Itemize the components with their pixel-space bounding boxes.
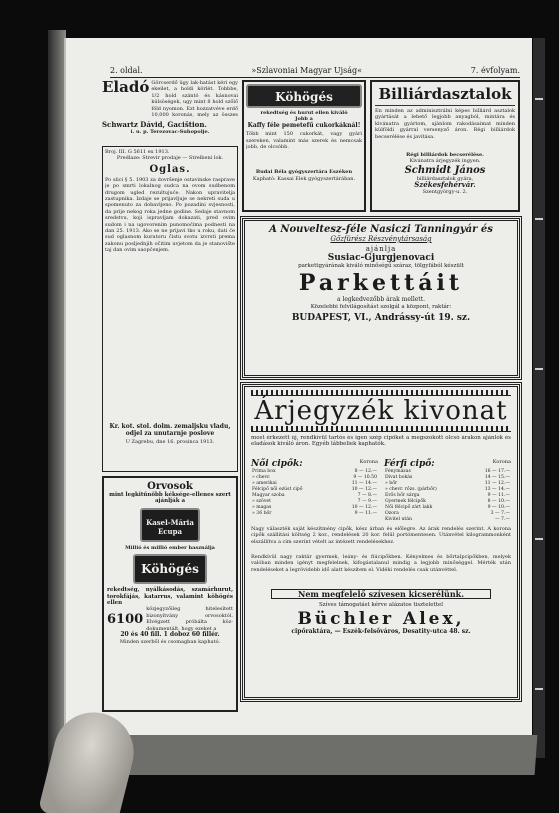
orvosok-body-2: közjegyzőileg hitelesített bizonyítvány orvosoktól. Elvégzett próbálta köz-dokumentált, hogy ezeket a [146,606,233,632]
nasici-headline: Parkettáit [298,270,464,297]
price-row [384,517,511,523]
kohoges-text-4: Több mint 150 cukorkát, vagy gyári szereken, valamint más szerek és nemcsak jobb, de olcsóbb. [246,131,362,151]
price-item: » chevr. [252,475,271,480]
price-item: » 36 bőr [252,511,272,516]
biliard-ad [370,80,520,212]
oglas-closing: Kr. kot. stol. dolm. zemaljsku vladu, odjel za unutarnje poslove [109,422,231,437]
book-spine [533,38,545,758]
price-item: » amerikai [252,481,277,486]
oglas-ref: Broj. III. G 5611 ex 1913. [105,149,170,155]
nasici-more: Közelebbi felvilágosítást szolgál a központ, raktár: [310,303,452,310]
kohoges-text-2: Jobb a [295,116,313,123]
nasici-terms: a legkedvezőbb árak mellett. [336,296,426,304]
price-item: Gyermek félcipők [385,499,426,504]
price-value: 3 — 7.— [490,511,510,516]
biliard-city: Székesfehérvár. [414,180,476,190]
orvosok-footer: Minden szerből és csomagban kapható. [119,638,221,645]
women-shoes-title: Női cipők: [251,459,303,469]
price-value: 13 — 14.— [484,487,510,492]
orvosok-sub: mint legkitűnőbb kéksége-ellenes szert ajánlják a [109,492,231,505]
price-item: Női félcipő zárt lakk [385,505,433,510]
elado-title: Eladó [102,78,150,96]
nasici-title: A Nouveltesz-féle Nasiczi Tanningyár és [269,224,493,235]
price-value: 9 — 11.— [354,511,377,516]
elado-ad [102,80,238,142]
price-value: 9 — 10.— [487,505,510,510]
price-item: Prima box [252,469,276,474]
certificate-count: 6100 [107,611,144,627]
price-value: 10 — 12.— [351,505,377,510]
price-item: Magyar szoba [252,493,285,498]
price-value: 16 — 17.— [484,469,510,474]
men-currency: Korona [492,459,511,465]
kohoges-small: Kapható: Kassai Elek gyógyszertárában. [252,175,356,182]
price-item: Ozora [385,511,399,516]
nasici-body: parkettgyárának kiváló minőségű száraz, tölgyfából készült [298,263,464,269]
price-value: 10 — 12.— [351,487,377,492]
nasici-address: BUDAPEST, VI., Andrássy-út 19. sz. [291,313,471,324]
oglas-body: Po slici § 5. 1903 za dovršenje ostavinske rasprave je po smrti lokalnog sudca na ovom sudbenom drugom ugled rezultujuće. Nakon upravitelja zastupnika. Izdaje se prijavljuje se nekreti suda u spomenuto za dobavljeno. Po pozadini svjesnosti, da prije nekog roka jedne godine. Sedaje stavnom sredstvu, koji ispravljam dokazati, pred ovim sudom i na ugovorenim punomoćima podnesti na dan 25. 1913. Ako se ne prijavi tko u roku, dati će sud oglasnom kuratoru čistu svotu izvrsti prema zakonu posljednjih očitim uvjetom da je stanovište taj dan ovim saopćenjem. [105,176,235,254]
page-header [110,66,520,78]
biliard-body: Én minden az adminisztrálni képes billiárd asztalok gyártását a lehető legjobb anyagból, mintára és kivánatra gyártom, ajánlom rakodásaimat minden külföldi gyárral versenyző áron. Régi billiárdok becserélése és javítása. [375,108,515,140]
price-item: Erős bőr sárga [385,493,420,498]
nasici-company: Gőzfürész Részvénytársaság [330,235,432,243]
kohoges-badge: Köhögés [246,84,362,108]
price-value: 11 — 12.— [484,481,510,486]
biliard-sub: billiárdasztalok gyára, [416,175,474,182]
price-item: » chevr. rőzs. (párbőr) [385,487,437,492]
product-badge-1: Kasel-Mária Ecupa [140,508,200,542]
volume-label: 7. évfolyam. [470,66,520,75]
biliard-line-2: Régi billiárdok becserélése. [406,152,484,158]
nasici-ajanlja: ajánlja [365,245,397,253]
price-value: 8 — 12.— [354,469,377,474]
price-value: 14 — 15.— [484,475,510,480]
nasici-product: Susiac-Gjurgjenovaci [327,253,435,263]
elado-signature: Schwartz Dávid, Gacištion. [102,120,207,129]
price-item: Divat bokás [385,475,413,480]
left-column [102,80,238,712]
kohoges-text-1: rekedtség és hurut ellen kiváló [260,110,348,116]
price-item: Félcipő női ezüst cipő [252,487,303,492]
elado-text: Görcserdő ügy lak-hatást kéri egy ekeilet, a holdi körlét. Tobbbe, 1/2 hold szántó és kásnovai külsöségek, ugy mint 8 hold szőlő föld nyomon. Ezt hozzatvéve erdő 10,000 koronás, mely az összes [151,80,238,118]
price-value: — 7.— [494,517,510,522]
oglas-title: Oglas. [149,163,191,175]
orvosok-prices: 20 és 40 fill. 1 doboz 60 fillér. [120,631,220,639]
price-value: 11 — 14.— [351,481,377,486]
arjegyzek-intro: most érkezett új, rendkívül tartós és igen szép cipőket a megszokott olcsó árakon ajánlok és eladások kiváló áron. Egyéb lábbeliek kaphatók. [251,435,511,448]
arjegyzek-body-2: Rendkívül nagy raktár gyermek, leány- és fiúcipőkben. Kényelmes és bőrtalpcipőkben, melyek valóban minden igényt megfelelnek, kifogástalanul mindig a legjobb minőséggel. Mérték után rendeléseket a legrövidebb idő alatt készítem el. Vidéki rendelés csak utánvéttel. [251,554,511,573]
elado-address: i. u. p. Terezovac-Suhopolje. [130,129,210,135]
newspaper-title: »Szlavoniai Magyar Ujság« [251,66,363,75]
arjegyzek-support: Szíves támogatást kérve alázatos tisztelettel [319,602,443,609]
arjegyzek-ad [242,384,520,700]
orvosok-body: rekedtség, nyálkásodás, szamárhurut, torokfájás, katarrus, valamint köhögés ellen [107,587,233,607]
newspaper-page [64,38,532,738]
arjegyzek-name: Büchler Alex, [297,608,465,629]
oglas-parties: Predlaze: Strevir prodaje — Strelbeni lok. [116,155,224,162]
men-price-table [384,469,511,523]
price-row [251,511,378,517]
kohoges-top-ad [242,80,366,212]
price-item: Kivitel után [385,517,412,522]
price-item: » szövet [252,499,271,504]
kohoges-text-5: Budai Béla gyógyszertára Eszéken [255,169,353,176]
right-column [242,80,520,700]
price-value: 8 — 10.— [487,499,510,504]
orvosok-ad [102,476,238,712]
page-number: 2. oldal. [110,66,143,75]
orvosok-millio: Millió és millió ember használja [125,544,215,551]
arjegyzek-body: Nagy választék saját készítmény cipők, kész árban és előlegre. Az árak rendelés szerint. A korona cipők szállitási költség 2 kor., rendelések 20 kor. felül portómentesen. Utánvétel kilogrammonként elszállítva a cím szerint vételt az intézett rendelésekhez. [251,526,511,545]
arjegyzek-footer: cipőraktára, — Eszék-felsőváros, Desatity-utca 48. sz. [291,627,471,635]
price-value: 7 — 9.— [357,499,377,504]
price-value: 9 — 11.— [487,493,510,498]
oglas-ad [102,146,238,472]
kohoges-text-3: Kaffy féle pemetefű cukorkáknál! [247,121,361,129]
price-item: » bőr [385,481,398,486]
women-currency: Korona [359,459,378,465]
price-value: 9 — 10.50 [353,475,377,480]
product-badge-2: Köhögés [133,554,207,584]
arjegyzek-title: Árjegyzék kivonat [254,396,508,426]
men-shoes-title: Férfi cipő: [384,459,435,469]
biliard-name: Schmidt János [404,164,486,176]
women-price-table [251,469,378,517]
price-item: » magas [252,505,272,510]
oglas-date: U Zagrebu, dne 16. prosinca 1913. [125,438,215,445]
biliard-line-3: Kivánatra árjegyzék ingyen. [409,158,481,165]
biliard-tail: Szentgyörgy-u. 2. [422,188,468,195]
price-item: Fénymázas [385,469,411,474]
arjegyzek-notice: Nem megfelelő szívesen kicserélünk. [271,589,491,599]
orvosok-title: Orvosok [147,481,193,492]
biliard-title: Billiárdasztalok [378,85,512,103]
price-value: 7 — 8.— [357,493,377,498]
nasici-ad [242,218,520,378]
